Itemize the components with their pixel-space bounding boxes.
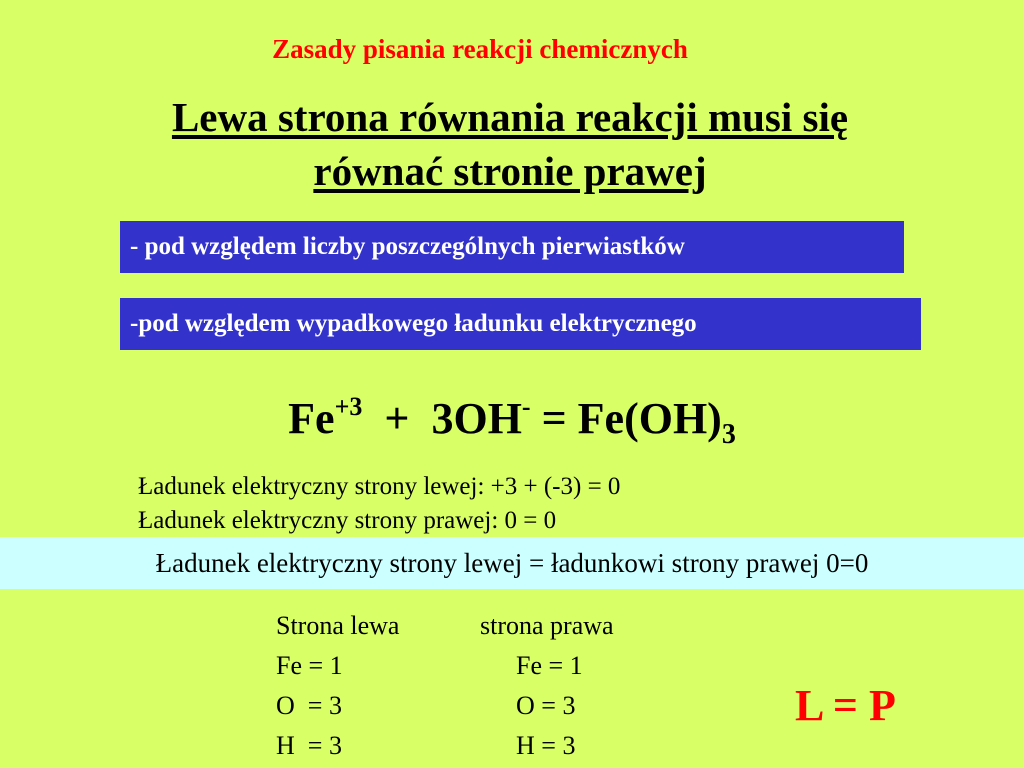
right-side-column [516, 646, 583, 766]
right-row-o: O = 3 [516, 691, 576, 720]
heading-line-1: Lewa strona równania reakcji musi się [171, 94, 849, 140]
right-row-fe: Fe = 1 [516, 651, 583, 680]
left-row-o: O = 3 [276, 691, 342, 720]
left-row-h: H = 3 [276, 731, 342, 760]
conclusion-l-equals-p: L = P [795, 681, 896, 730]
product: = Fe(OH) [530, 394, 722, 443]
charge-right-line: Ładunek elektryczny strony prawej: 0 = 0 [138, 507, 557, 534]
charge-left-line: Ładunek elektryczny strony lewej: +3 + (-3) = 0 [138, 473, 621, 500]
element-count-text: - pod względem liczby poszczególnych pierwiastków [130, 233, 685, 260]
iron-ion: Fe [288, 394, 335, 443]
charge-balance-text: -pod względem wypadkowego ładunku elektrycznego [130, 310, 697, 337]
heading-line-2: równać stronie prawej [313, 148, 707, 194]
charge-summary-text: Ładunek elektryczny strony lewej = ładunkowi strony prawej 0=0 [155, 547, 869, 578]
element-count-box [120, 221, 904, 273]
hydroxide-charge: - [521, 392, 531, 421]
right-side-header: strona prawa [480, 611, 614, 640]
left-side-header: Strona lewa [276, 611, 400, 640]
slide-subtitle: Zasady pisania reakcji chemicznych [272, 34, 688, 64]
reaction-equation [0, 392, 1024, 451]
right-row-h: H = 3 [516, 731, 576, 760]
iron-charge: +3 [334, 392, 363, 421]
hydroxide-ion: 3OH [431, 394, 522, 443]
product-subscript: 3 [721, 419, 736, 450]
left-side-column [276, 606, 399, 766]
charge-balance-box [120, 298, 921, 350]
left-row-fe: Fe = 1 [276, 651, 343, 680]
charge-summary-bar [0, 537, 1024, 589]
plus-sign: + [362, 394, 432, 443]
slide-heading [0, 90, 1020, 198]
